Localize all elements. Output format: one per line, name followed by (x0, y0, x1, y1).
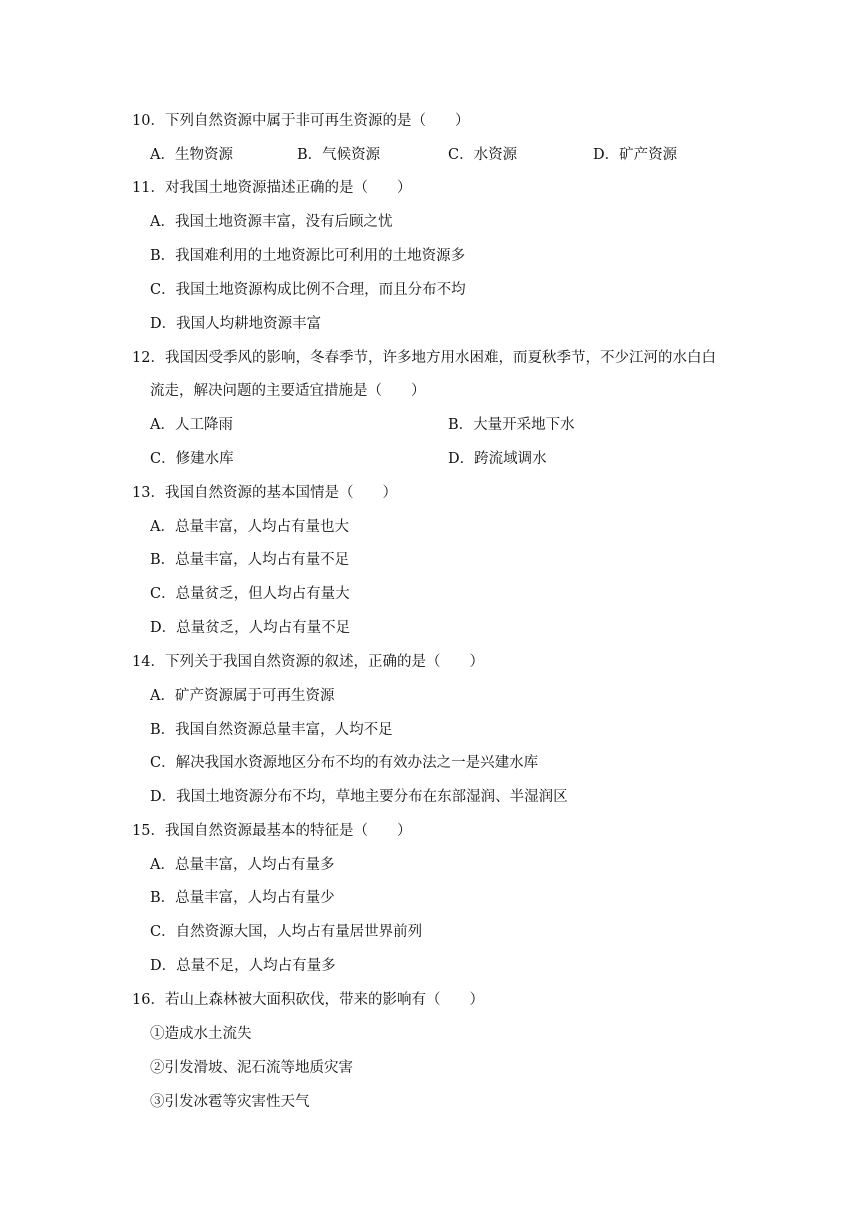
question-12-option-c: C．修建水库 (150, 451, 234, 467)
question-16-stem (132, 990, 484, 1010)
question-16-item-3: ③引发冰雹等灾害性天气 (150, 1094, 310, 1110)
question-text: 下列关于我国自然资源的叙述，正确的是（ ） (164, 654, 484, 670)
question-15-option-b: B．总量丰富，人均占有量少 (150, 890, 335, 906)
question-number: 13． (132, 485, 165, 501)
question-16-item-1: ①造成水土流失 (150, 1026, 252, 1042)
question-14-option-d: D．我国土地资源分布不均，草地主要分布在东部湿润、半湿润区 (150, 789, 568, 805)
question-number: 10． (132, 113, 165, 129)
question-number: 14． (132, 654, 165, 670)
question-13-option-c: C．总量贫乏，但人均占有量大 (150, 586, 350, 602)
question-13-stem (132, 483, 397, 503)
question-10-option-d: D．矿产资源 (593, 147, 678, 163)
question-15-option-a: A．总量丰富，人均占有量多 (150, 857, 335, 873)
question-text: 对我国土地资源描述正确的是（ ） (164, 180, 412, 196)
question-11-option-b: B．我国难利用的土地资源比可利用的土地资源多 (150, 248, 466, 264)
question-10-stem (132, 111, 469, 131)
question-14-option-b: B．我国自然资源总量丰富，人均不足 (150, 722, 393, 738)
question-12-stem-continued: 流走，解决问题的主要适宜措施是（ ） (150, 383, 426, 399)
question-number: 11． (132, 180, 165, 196)
question-14-option-c: C．解决我国水资源地区分布不均的有效办法之一是兴建水库 (150, 755, 539, 771)
question-11-option-d: D．我国人均耕地资源丰富 (150, 316, 322, 332)
question-16-item-2: ②引发滑坡、泥石流等地质灾害 (150, 1060, 353, 1076)
question-11-option-c: C．我国土地资源构成比例不合理，而且分布不均 (150, 282, 466, 298)
question-15-option-c: C．自然资源大国，人均占有量居世界前列 (150, 924, 423, 940)
question-12-stem (132, 348, 716, 368)
question-11-option-a: A．我国土地资源丰富，没有后顾之忧 (150, 214, 393, 230)
question-15-option-d: D．总量不足，人均占有量多 (150, 958, 336, 974)
question-15-stem (132, 821, 411, 841)
question-12-option-a: A．人工降雨 (150, 417, 233, 433)
question-13-option-a: A．总量丰富，人均占有量也大 (150, 519, 349, 535)
question-10-option-b: B．气候资源 (297, 147, 381, 163)
question-10-option-c: C．水资源 (448, 147, 518, 163)
question-13-option-b: B．总量丰富，人均占有量不足 (150, 552, 350, 568)
question-number: 16． (132, 992, 165, 1008)
question-13-option-d: D．总量贫乏，人均占有量不足 (150, 620, 351, 636)
question-14-stem (132, 652, 484, 672)
question-text: 若山上森林被大面积砍伐，带来的影响有（ ） (164, 992, 484, 1008)
question-text: 下列自然资源中属于非可再生资源的是（ ） (164, 113, 470, 129)
question-text: 我国自然资源最基本的特征是（ ） (164, 823, 412, 839)
question-text: 我国因受季风的影响，冬春季节，许多地方用水困难，而夏秋季节，不少江河的水白白 (164, 350, 716, 366)
question-14-option-a: A．矿产资源属于可再生资源 (150, 688, 335, 704)
question-10-option-a: A．生物资源 (150, 147, 233, 163)
question-text: 我国自然资源的基本国情是（ ） (164, 485, 397, 501)
question-11-stem (132, 178, 411, 198)
question-12-option-d: D．跨流域调水 (448, 451, 547, 467)
question-number: 15． (132, 823, 165, 839)
question-12-option-b: B．大量开采地下水 (448, 417, 575, 433)
question-number: 12． (132, 350, 165, 366)
